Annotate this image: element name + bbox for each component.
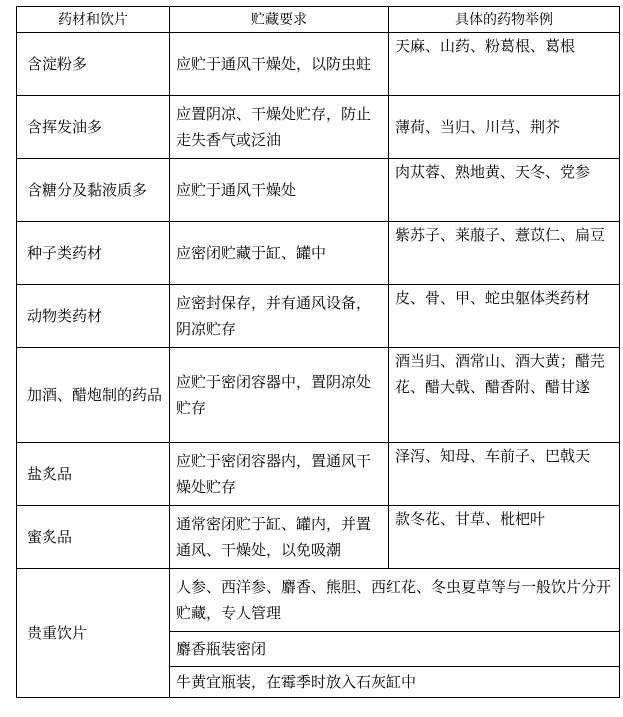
requirement-cell: 应贮于密闭容器中，置阴凉处贮存 (170, 348, 389, 443)
table-row (17, 159, 620, 222)
header-requirement: 贮藏要求 (170, 7, 389, 33)
header-examples: 具体的药物举例 (389, 7, 620, 33)
examples-cell: 天麻、山药、粉葛根、葛根 (389, 33, 620, 96)
examples-cell: 薄荷、当归、川芎、荆芥 (389, 96, 620, 159)
table-row (17, 96, 620, 159)
storage-table (16, 6, 620, 698)
table-row (17, 33, 620, 96)
requirement-cell: 应密闭贮藏于缸、罐中 (170, 222, 389, 285)
requirement-cell: 应贮于通风干燥处，以防虫蛀 (170, 33, 389, 96)
category-cell: 加酒、醋炮制的药品 (17, 348, 170, 443)
requirement-cell: 应贮于密闭容器内，置通风干燥处贮存 (170, 443, 389, 506)
valuable-note: 麝香瓶装密闭 (170, 632, 620, 667)
header-category: 药材和饮片 (17, 7, 170, 33)
category-cell: 种子类药材 (17, 222, 170, 285)
examples-cell: 肉苁蓉、熟地黄、天冬、党参 (389, 159, 620, 222)
examples-cell: 泽泻、知母、车前子、巴戟天 (389, 443, 620, 506)
category-cell: 动物类药材 (17, 285, 170, 348)
table-row (17, 506, 620, 569)
table-row (17, 443, 620, 506)
table-row (17, 222, 620, 285)
requirement-cell: 应密封保存，并有通风设备，阴凉贮存 (170, 285, 389, 348)
examples-cell: 紫苏子、莱菔子、薏苡仁、扁豆 (389, 222, 620, 285)
category-cell: 含糖分及黏液质多 (17, 159, 170, 222)
category-cell: 盐炙品 (17, 443, 170, 506)
category-cell: 蜜炙品 (17, 506, 170, 569)
valuable-note: 牛黄宜瓶装，在霉季时放入石灰缸中 (170, 667, 620, 698)
category-cell: 含淀粉多 (17, 33, 170, 96)
valuable-note: 人参、西洋参、麝香、熊胆、西红花、冬虫夏草等与一般饮片分开贮藏，专人管理 (170, 569, 620, 632)
examples-cell: 款冬花、甘草、枇杷叶 (389, 506, 620, 569)
table-row (17, 569, 620, 632)
examples-cell: 皮、骨、甲、蛇虫躯体类药材 (389, 285, 620, 348)
requirement-cell: 应贮于通风干燥处 (170, 159, 389, 222)
table-header-row (17, 7, 620, 33)
table-row (17, 348, 620, 443)
category-cell: 含挥发油多 (17, 96, 170, 159)
table-row (17, 285, 620, 348)
requirement-cell: 应置阴凉、干燥处贮存，防止走失香气或泛油 (170, 96, 389, 159)
requirement-cell: 通常密闭贮于缸、罐内，并置通风、干燥处，以免吸潮 (170, 506, 389, 569)
examples-cell: 酒当归、酒常山、酒大黄；醋芫花、醋大戟、醋香附、醋甘遂 (389, 348, 620, 443)
category-cell: 贵重饮片 (17, 569, 170, 698)
